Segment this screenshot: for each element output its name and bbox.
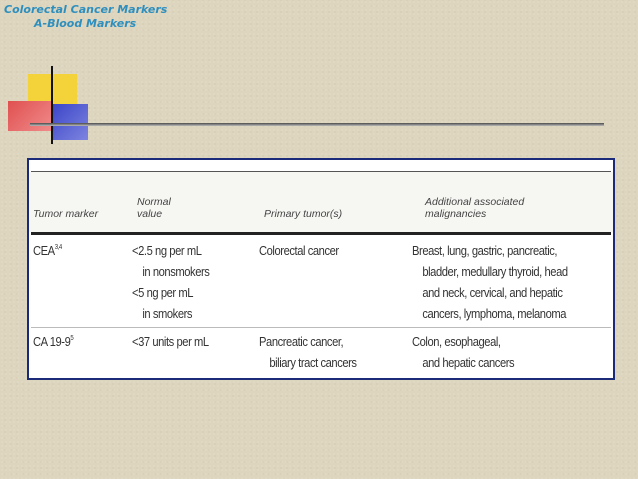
row2-primary-line: biliary tract cancers bbox=[269, 355, 357, 370]
header-additional-line1: Additional associated bbox=[425, 196, 525, 208]
row1-normal-line: <2.5 ng per mL bbox=[132, 243, 202, 258]
row1-marker-name: CEA bbox=[33, 243, 55, 258]
table-top-rule bbox=[31, 171, 611, 172]
row2-marker-sup: 5 bbox=[70, 335, 74, 342]
row2-primary-line: Pancreatic cancer, bbox=[259, 334, 344, 349]
slide-title-line2: A-Blood Markers bbox=[34, 17, 137, 30]
row2-additional bbox=[412, 331, 514, 373]
row2-additional-line: and hepatic cancers bbox=[422, 355, 515, 370]
header-tumor-marker: Tumor marker bbox=[33, 208, 99, 220]
row1-normal-line: in smokers bbox=[142, 306, 193, 321]
row1-normal-line: in nonsmokers bbox=[142, 264, 210, 279]
row1-additional-line: Breast, lung, gastric, pancreatic, bbox=[412, 243, 558, 258]
row2-marker-name: CA 19-9 bbox=[33, 334, 71, 349]
table-row-divider bbox=[31, 327, 611, 328]
slide-title-line1: Colorectal Cancer Markers bbox=[4, 3, 168, 16]
row1-additional-line: bladder, medullary thyroid, head bbox=[422, 264, 568, 279]
row2-additional-line: Colon, esophageal, bbox=[412, 334, 501, 349]
table-header-rule bbox=[31, 232, 611, 235]
tumor-marker-table bbox=[27, 158, 615, 380]
row1-primary-tumor bbox=[259, 240, 339, 261]
decor-red-square bbox=[8, 101, 51, 131]
header-primary-tumors: Primary tumor(s) bbox=[264, 208, 343, 220]
row1-marker bbox=[33, 240, 62, 261]
row1-primary-line: Colorectal cancer bbox=[259, 243, 339, 258]
row2-primary-tumor bbox=[259, 331, 357, 373]
table-header-background bbox=[29, 172, 613, 232]
header-additional-line2: malignancies bbox=[425, 208, 487, 220]
row1-normal-line: <5 ng per mL bbox=[132, 285, 194, 300]
header-additional-malignancies bbox=[425, 196, 524, 220]
row2-normal-line: <37 units per mL bbox=[132, 334, 209, 349]
row2-normal-value bbox=[132, 331, 209, 352]
decor-blue-square bbox=[52, 104, 88, 140]
row1-marker-sup: 3,4 bbox=[54, 244, 62, 251]
row1-additional bbox=[412, 240, 568, 324]
decor-horizontal-rule bbox=[30, 123, 604, 126]
header-normal-value-line2: value bbox=[137, 208, 163, 220]
slide-title bbox=[4, 3, 167, 31]
row1-normal-value bbox=[132, 240, 209, 324]
decor-vertical-line bbox=[51, 66, 53, 144]
header-normal-value bbox=[137, 196, 171, 220]
row1-additional-line: cancers, lymphoma, melanoma bbox=[422, 306, 567, 321]
row2-marker bbox=[33, 331, 73, 352]
row1-additional-line: and neck, cervical, and hepatic bbox=[422, 285, 563, 300]
header-normal-value-line1: Normal bbox=[137, 196, 171, 208]
